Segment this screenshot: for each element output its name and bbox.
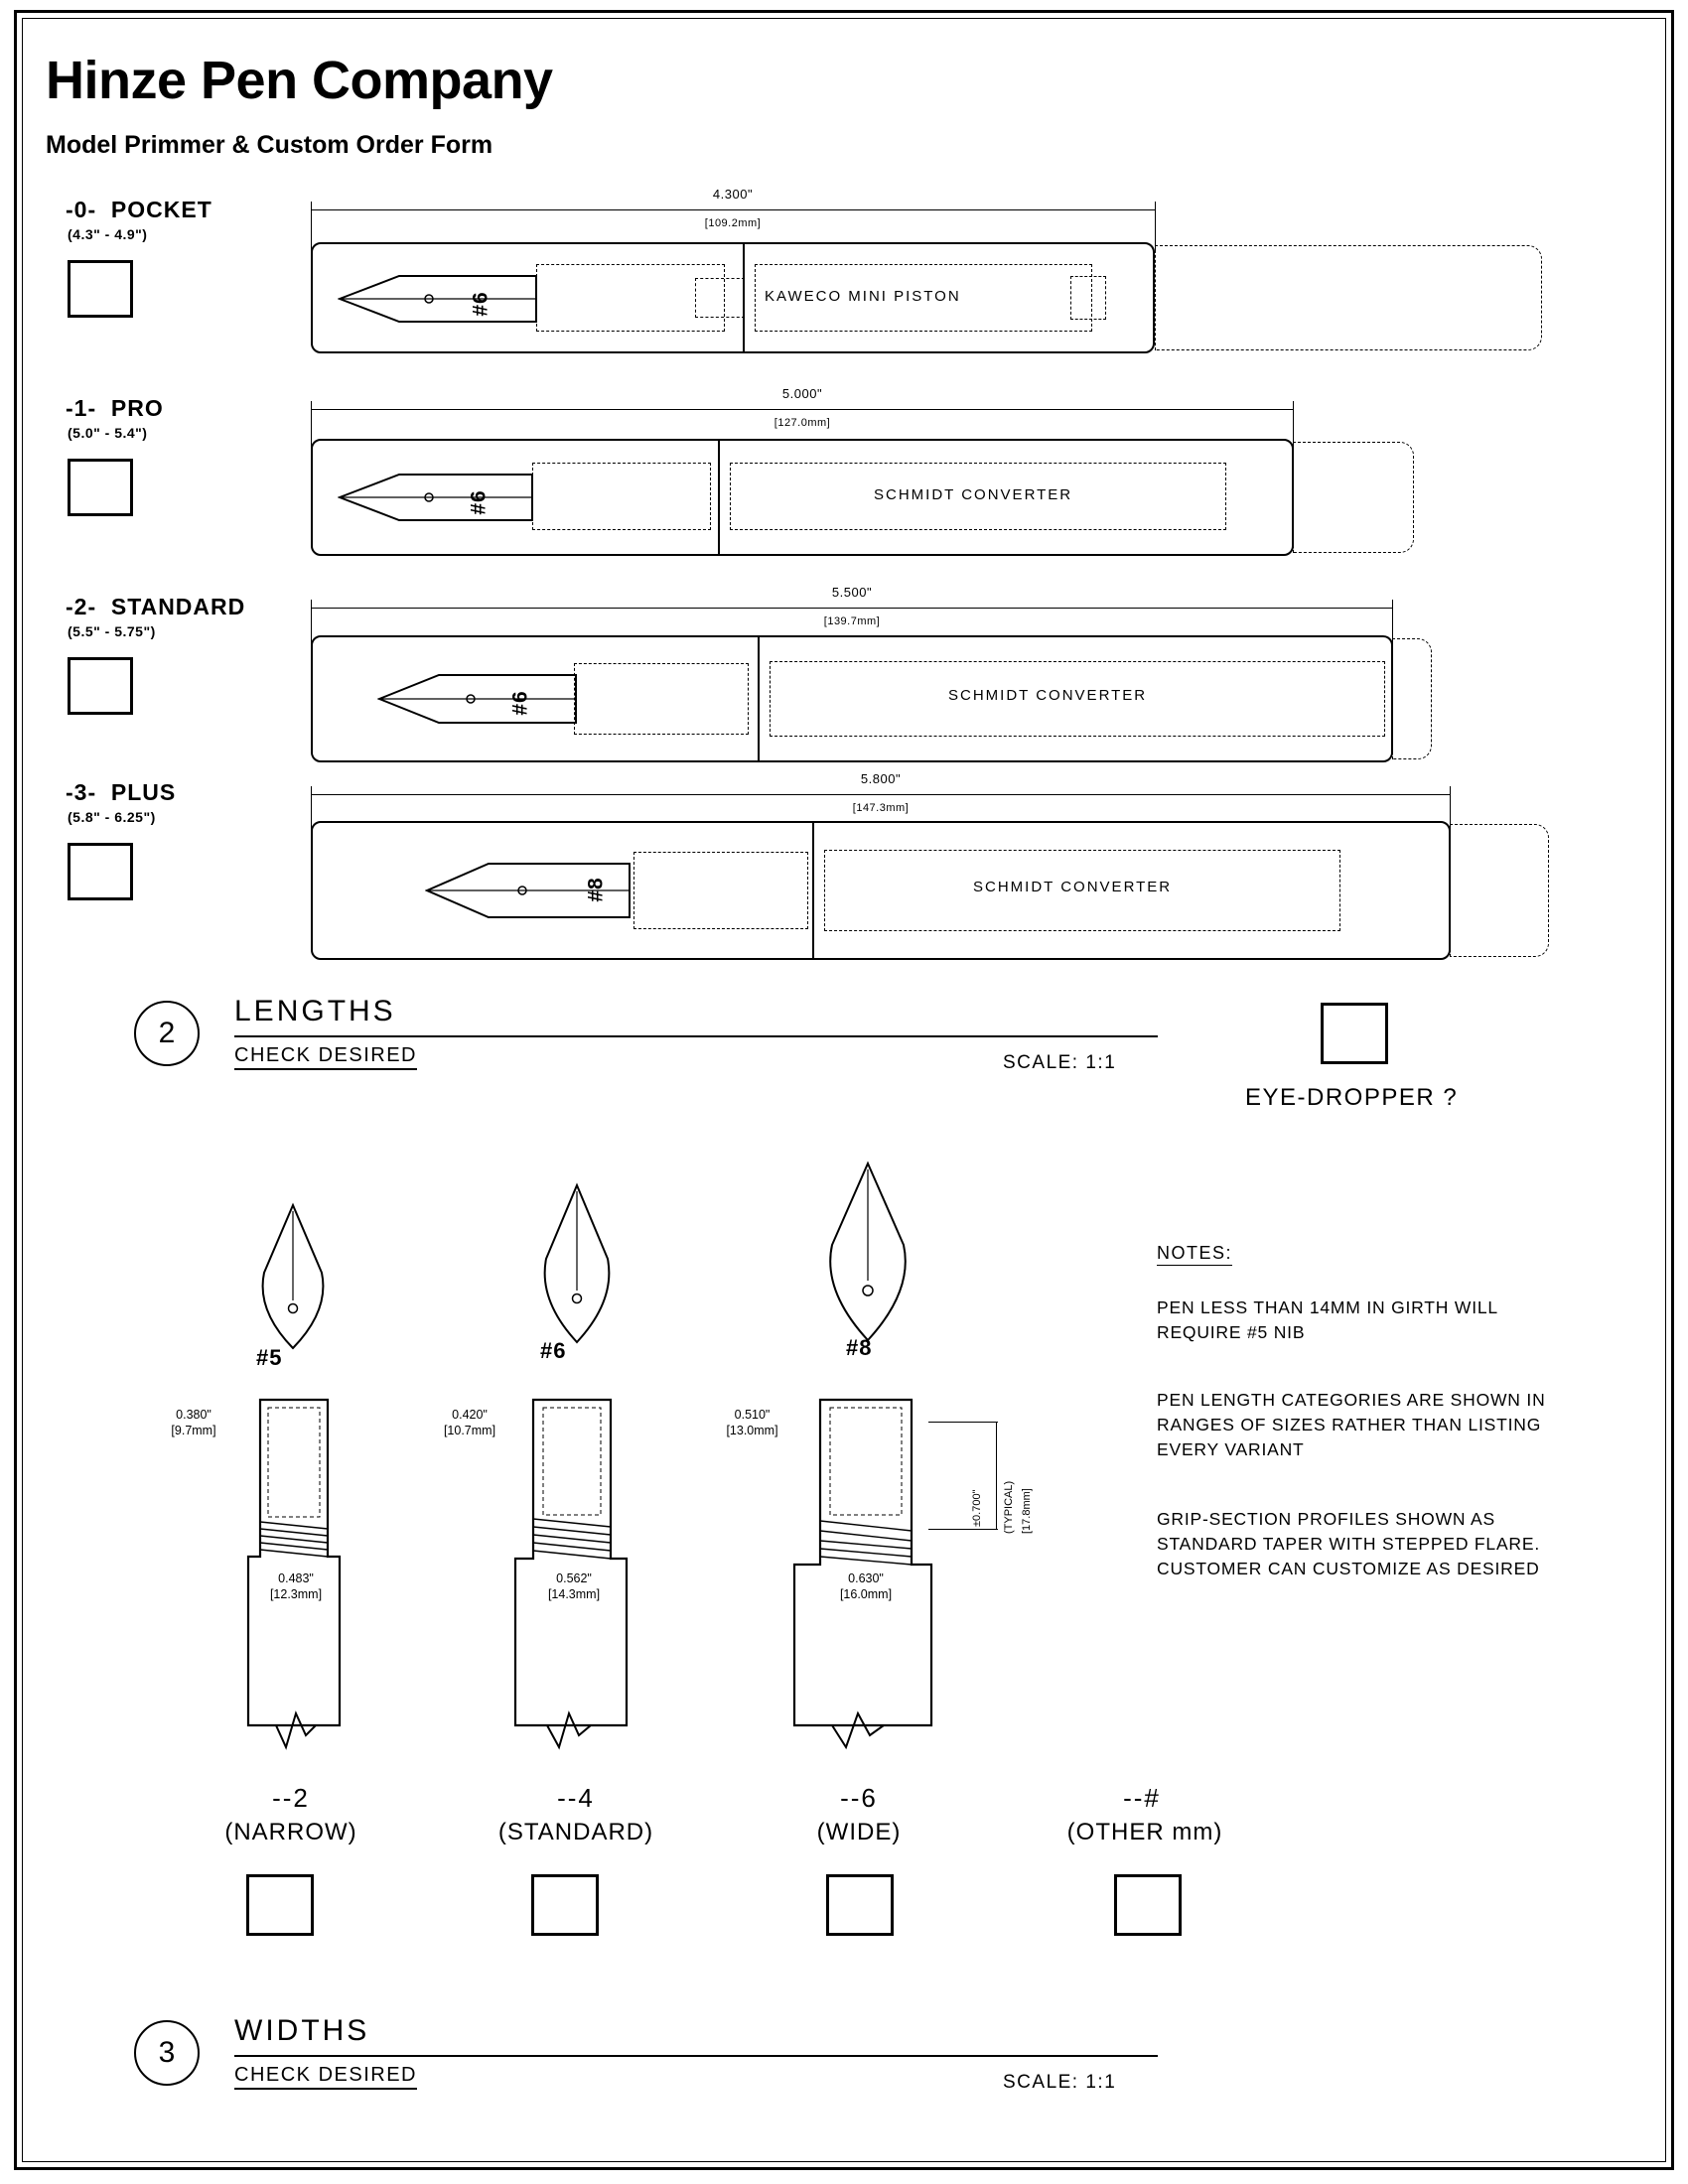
dim-height-mm-8: [17.8mm] [1021,1488,1033,1534]
dim-tick-right-0 [1155,202,1156,251]
note-item-2: PEN LENGTH CATEGORIES ARE SHOWN IN RANGES OF SIZES RATHER THAN LISTING EVERY VARIANT [1157,1390,1546,1459]
section-rule-widths [234,2055,1158,2057]
width-code-narrow: --2 [272,1783,310,1813]
dim-mm-model-0: [109.2mm] [704,217,762,229]
width-code-wide: --6 [840,1783,878,1813]
note-item-1: PEN LESS THAN 14MM IN GIRTH WILL REQUIRE #5 NIB [1157,1297,1498,1342]
width-code-standard: --4 [557,1783,595,1813]
barrel-dim-width-8: 0.630" [16.0mm] [839,1571,893,1601]
filler-label-model-3: SCHMIDT CONVERTER [973,879,1173,895]
barrel-dim-width-5: 0.483" [12.3mm] [269,1571,323,1601]
checkbox-eyedropper[interactable] [1321,1003,1388,1064]
width-name-other: (OTHER mm) [1066,1819,1223,1845]
nib-icon-model-1 [338,467,541,528]
width-code-other: --# [1123,1783,1161,1813]
dim-tick-height-vertical [996,1422,997,1529]
section-number-widths: 3 [134,2020,200,2086]
pen-2-section-divider [758,635,760,762]
checkbox-width-wide[interactable] [826,1874,894,1936]
grip-dim-width-5: 0.380" [9.7mm] [171,1408,216,1437]
dim-inch-model-3: 5.800" [860,771,902,786]
pen-3-feed-ghost [633,852,808,929]
pen-0-endcap-ghost [1070,276,1106,320]
nib-size-width-5: #5 [256,1345,283,1370]
model-3-range: (5.8" - 6.25") [68,809,156,825]
scale-widths: SCALE: 1:1 [1003,2072,1117,2093]
section-rule-lengths [234,1035,1158,1037]
dim-inch-model-1: 5.000" [781,386,823,401]
dim-line-height-top [928,1422,998,1423]
model-0-range: (4.3" - 4.9") [68,226,148,242]
dim-line-model-0 [311,209,1156,210]
model-2-code-name: -2- STANDARD [66,594,246,619]
grip-dim-width-8: 0.510" [13.0mm] [726,1408,778,1437]
model-3-code-name: -3- PLUS [66,779,177,805]
check-desired-widths: CHECK DESIRED [234,2064,417,2090]
check-desired-lengths: CHECK DESIRED [234,1044,417,1070]
section-number-lengths: 2 [134,1001,200,1066]
dim-inch-model-2: 5.500" [831,585,873,600]
nib-icon-width-6 [518,1181,637,1385]
nib-size-model-2: #6 [508,690,532,716]
checkbox-model-pro[interactable] [68,459,133,516]
nib-size-width-8: #8 [846,1335,873,1360]
dim-line-model-1 [311,409,1294,410]
filler-label-model-2: SCHMIDT CONVERTER [948,687,1148,704]
checkbox-width-narrow[interactable] [246,1874,314,1936]
page-title: Hinze Pen Company [46,51,553,110]
width-name-narrow: (NARROW) [224,1819,357,1845]
section-title-lengths: LENGTHS [234,995,396,1027]
pen-0-cap-ghost [1155,245,1542,350]
checkbox-width-other[interactable] [1114,1874,1182,1936]
checkbox-model-pocket[interactable] [68,260,133,318]
checkbox-model-standard[interactable] [68,657,133,715]
dim-height-note-8: (TYPICAL) [1003,1480,1015,1534]
section-title-widths: WIDTHS [234,2014,370,2047]
model-2-range: (5.5" - 5.75") [68,623,156,639]
nib-size-model-3: #8 [584,877,608,902]
pen-1-feed-ghost [532,463,711,530]
nib-icon-width-5 [238,1201,348,1390]
grip-dim-width-6: 0.420" [10.7mm] [443,1408,496,1437]
checkbox-model-plus[interactable] [68,843,133,900]
dim-mm-model-3: [147.3mm] [852,802,910,814]
eyedropper-label: EYE-DROPPER ? [1245,1084,1459,1111]
width-name-wide: (WIDE) [816,1819,902,1845]
dim-tick-left-0 [311,202,312,251]
nib-size-width-6: #6 [540,1338,567,1363]
filler-label-model-1: SCHMIDT CONVERTER [874,486,1073,503]
nib-size-model-0: #6 [469,291,492,317]
dim-inch-model-0: 4.300" [712,187,754,202]
filler-label-model-0: KAWECO MINI PISTON [765,288,961,305]
model-0-code-name: -0- POCKET [66,197,212,222]
dim-mm-model-1: [127.0mm] [774,417,831,429]
dim-line-model-3 [311,794,1451,795]
width-name-standard: (STANDARD) [497,1819,654,1845]
dim-mm-model-2: [139.7mm] [823,615,881,627]
notes-title: NOTES: [1157,1243,1232,1266]
model-1-code-name: -1- PRO [66,395,164,421]
pen-3-section-divider [812,821,814,960]
pen-1-cap-ghost [1293,442,1414,553]
nib-size-model-1: #6 [467,489,491,515]
dim-line-model-2 [311,608,1393,609]
dim-line-height-bottom [928,1529,998,1530]
dim-height-in-8: ±0.700" [971,1489,983,1527]
pen-0-threads-ghost [695,278,745,318]
model-1-range: (5.0" - 5.4") [68,425,148,441]
nib-icon-model-0 [338,268,546,330]
pen-2-cap-ghost [1392,638,1432,759]
nib-icon-model-2 [377,667,584,731]
pen-2-feed-ghost [574,663,749,735]
barrel-dim-width-6: 0.562" [14.3mm] [547,1571,601,1601]
pen-1-section-divider [718,439,720,556]
checkbox-width-standard[interactable] [531,1874,599,1936]
page-subtitle: Model Primmer & Custom Order Form [46,131,493,159]
note-item-3: GRIP-SECTION PROFILES SHOWN AS STANDARD TAPER WITH STEPPED FLARE. CUSTOMER CAN CUSTOMIZE AS DESIRED [1157,1509,1541,1578]
pen-3-cap-ghost [1450,824,1549,957]
scale-lengths: SCALE: 1:1 [1003,1052,1117,1073]
